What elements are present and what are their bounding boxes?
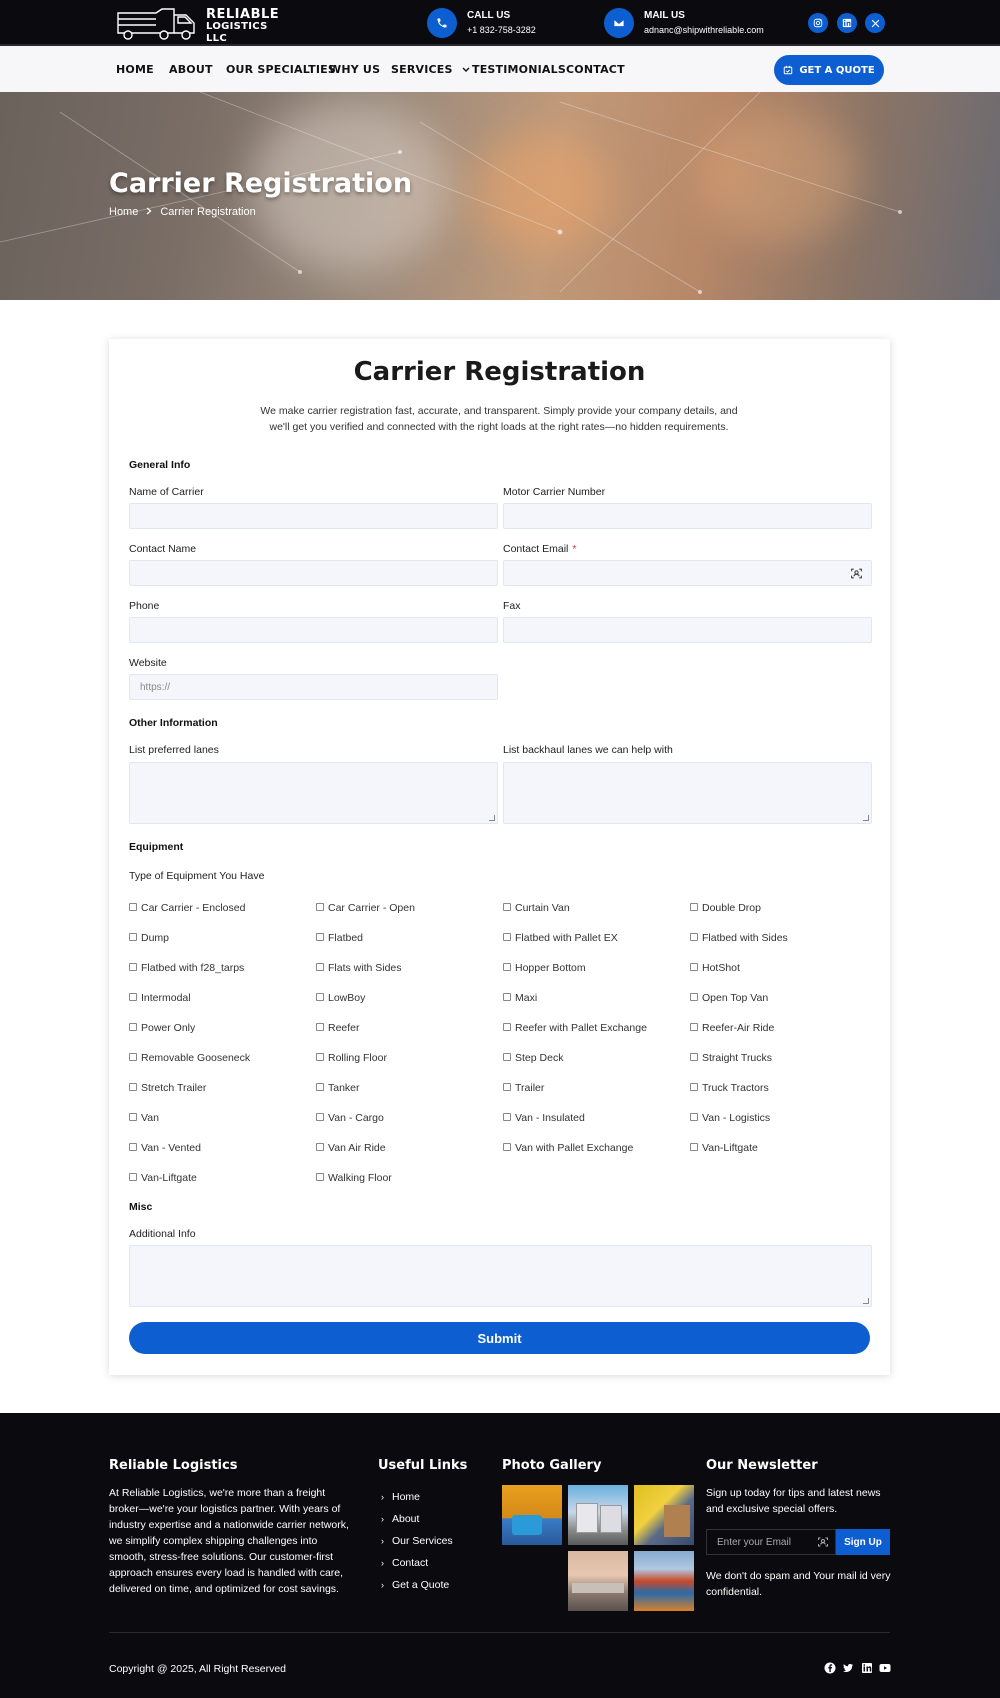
checkbox[interactable] bbox=[690, 1143, 698, 1151]
label-website: Website bbox=[129, 657, 167, 669]
chevron-right-icon: › bbox=[381, 1514, 384, 1524]
equipment-checkbox-item[interactable] bbox=[129, 1112, 159, 1124]
x-icon[interactable] bbox=[865, 13, 885, 33]
main-nav bbox=[0, 46, 1000, 92]
checkbox[interactable] bbox=[316, 1023, 324, 1031]
equipment-checkbox-item[interactable] bbox=[690, 962, 740, 974]
call-label: CALL US bbox=[467, 10, 511, 21]
checkbox-label: Flatbed with f28_tarps bbox=[141, 962, 245, 974]
footer-link-home[interactable] bbox=[381, 1491, 420, 1503]
equipment-checkbox-item[interactable] bbox=[129, 1052, 250, 1064]
checkbox[interactable] bbox=[690, 1113, 698, 1121]
equipment-checkbox-item[interactable] bbox=[503, 1082, 544, 1094]
contact-email-input[interactable] bbox=[503, 560, 872, 586]
chevron-right-icon bbox=[146, 207, 152, 218]
footer-link-get-a-quote[interactable] bbox=[381, 1579, 449, 1591]
label-preferred-lanes: List preferred lanes bbox=[129, 744, 219, 756]
equipment-checkbox-item[interactable] bbox=[503, 932, 618, 944]
resize-handle[interactable] bbox=[863, 1298, 869, 1304]
section-equipment: Equipment bbox=[129, 841, 184, 853]
checkbox[interactable] bbox=[129, 1053, 137, 1061]
autofill-scan-icon[interactable] bbox=[817, 1536, 829, 1548]
equipment-checkbox-item[interactable] bbox=[503, 1052, 563, 1064]
facebook-icon[interactable] bbox=[824, 1662, 836, 1674]
equipment-checkbox-item[interactable] bbox=[129, 1172, 197, 1184]
checkbox-label: Van - Logistics bbox=[702, 1112, 771, 1124]
hero-banner bbox=[0, 92, 1000, 300]
checkbox[interactable] bbox=[690, 1053, 698, 1061]
footer-link-our-services[interactable] bbox=[381, 1535, 453, 1547]
nav-services-label: SERVICES bbox=[391, 63, 453, 76]
checkbox-label: Van - Vented bbox=[141, 1142, 201, 1154]
checkbox[interactable] bbox=[503, 993, 511, 1001]
additional-info-textarea[interactable] bbox=[129, 1245, 872, 1307]
checkbox-label: Walking Floor bbox=[328, 1172, 392, 1184]
checkbox[interactable] bbox=[129, 1173, 137, 1181]
checkbox-label: Maxi bbox=[515, 992, 538, 1004]
equipment-checkbox-item[interactable] bbox=[503, 1022, 647, 1034]
checkbox-label: Intermodal bbox=[141, 992, 191, 1004]
newsletter-text: Sign up today for tips and latest news and exclusive special offers. bbox=[706, 1487, 881, 1515]
brand-line2: LOGISTICS LLC bbox=[206, 21, 268, 44]
nav-our-specialties[interactable]: OUR SPECIALTIES bbox=[226, 63, 336, 76]
equipment-checkbox-item[interactable] bbox=[690, 1052, 772, 1064]
equipment-checkbox-item[interactable] bbox=[316, 1052, 387, 1064]
nav-why-us[interactable]: WHY US bbox=[329, 63, 381, 76]
equipment-checkbox-item[interactable] bbox=[690, 1142, 758, 1154]
checkbox-label: Removable Gooseneck bbox=[141, 1052, 251, 1064]
mail-block[interactable] bbox=[604, 8, 764, 38]
checkbox-label: Reefer-Air Ride bbox=[702, 1022, 775, 1034]
label-contact-email-text: Contact Email bbox=[503, 543, 569, 555]
checkbox-label: Straight Trucks bbox=[702, 1052, 773, 1064]
submit-button[interactable]: Submit bbox=[129, 1322, 870, 1354]
equipment-checkbox-item[interactable] bbox=[129, 962, 244, 974]
checkbox-label: Tanker bbox=[328, 1082, 360, 1094]
chevron-down-icon bbox=[462, 63, 470, 76]
resize-handle[interactable] bbox=[489, 815, 495, 821]
checkbox[interactable] bbox=[316, 1113, 324, 1121]
label-fax: Fax bbox=[503, 600, 521, 612]
section-other-information: Other Information bbox=[129, 717, 218, 729]
checkbox[interactable] bbox=[316, 963, 324, 971]
checkbox[interactable] bbox=[316, 993, 324, 1001]
get-a-quote-button[interactable] bbox=[774, 55, 884, 85]
name-of-carrier-input[interactable] bbox=[129, 503, 498, 529]
form-title: Carrier Registration bbox=[353, 357, 646, 387]
checkbox[interactable] bbox=[129, 1023, 137, 1031]
footer-link-label: Contact bbox=[392, 1557, 429, 1569]
required-mark: * bbox=[572, 543, 577, 555]
checkbox[interactable] bbox=[129, 963, 137, 971]
checkbox-label: Van Air Ride bbox=[328, 1142, 386, 1154]
newsletter-note: We don't do spam and Your mail id very confidential. bbox=[706, 1570, 891, 1598]
checkbox-label: Van with Pallet Exchange bbox=[515, 1142, 634, 1154]
newsletter-email-input[interactable] bbox=[706, 1529, 836, 1555]
gallery-photo-truck-fleet[interactable] bbox=[568, 1551, 628, 1611]
footer-link-label: Our Services bbox=[392, 1535, 453, 1547]
nav-home[interactable]: HOME bbox=[116, 63, 154, 76]
checkbox[interactable] bbox=[316, 933, 324, 941]
checkbox-label: Van-Liftgate bbox=[141, 1172, 197, 1184]
checkbox[interactable] bbox=[129, 1113, 137, 1121]
checkbox[interactable] bbox=[503, 1083, 511, 1091]
checkbox[interactable] bbox=[503, 903, 511, 911]
gallery-photo-trailers[interactable] bbox=[568, 1485, 628, 1545]
label-equipment-type: Type of Equipment You Have bbox=[129, 870, 265, 882]
equipment-checkbox-item[interactable] bbox=[316, 1082, 360, 1094]
breadcrumb-home[interactable]: Home bbox=[109, 206, 139, 218]
truck-logo-icon bbox=[116, 5, 202, 41]
footer-about-heading: Reliable Logistics bbox=[109, 1458, 238, 1473]
checkbox-label: Flatbed with Sides bbox=[702, 932, 788, 944]
footer-gallery-heading: Photo Gallery bbox=[502, 1458, 602, 1473]
footer-link-label: About bbox=[392, 1513, 420, 1525]
equipment-checkbox-item[interactable] bbox=[690, 992, 768, 1004]
checkbox-label: Flatbed with Pallet EX bbox=[515, 932, 618, 944]
equipment-checkbox-item[interactable] bbox=[129, 902, 245, 914]
breadcrumb bbox=[109, 206, 256, 218]
checkbox[interactable] bbox=[503, 1053, 511, 1061]
equipment-checkbox-item[interactable] bbox=[503, 992, 537, 1004]
twitter-icon[interactable] bbox=[842, 1662, 854, 1674]
sign-up-button[interactable]: Sign Up bbox=[836, 1529, 890, 1555]
checkbox-label: Rolling Floor bbox=[328, 1052, 387, 1064]
website-input[interactable] bbox=[129, 674, 498, 700]
copyright-text: Copyright @ 2025, All Right Reserved bbox=[109, 1663, 286, 1675]
equipment-checkbox-item[interactable] bbox=[503, 1112, 585, 1124]
checkbox[interactable] bbox=[316, 1053, 324, 1061]
equipment-checkbox-item[interactable] bbox=[690, 1022, 774, 1034]
checkbox-label: Curtain Van bbox=[515, 902, 570, 914]
checkbox-label: Open Top Van bbox=[702, 992, 769, 1004]
checkbox-label: Flats with Sides bbox=[328, 962, 402, 974]
checkbox[interactable] bbox=[129, 1143, 137, 1151]
equipment-checkbox-item[interactable] bbox=[690, 1082, 769, 1094]
checkbox[interactable] bbox=[129, 1083, 137, 1091]
equipment-checkbox-item[interactable] bbox=[316, 902, 415, 914]
checkbox-label: Hopper Bottom bbox=[515, 962, 586, 974]
backhaul-lanes-textarea[interactable] bbox=[503, 762, 872, 824]
label-contact-name: Contact Name bbox=[129, 543, 197, 555]
checkbox-label: Double Drop bbox=[702, 902, 761, 914]
call-value[interactable]: +1 832-758-3282 bbox=[467, 25, 536, 35]
checkbox[interactable] bbox=[503, 1143, 511, 1151]
checkbox[interactable] bbox=[503, 1023, 511, 1031]
checkbox-label: Truck Tractors bbox=[702, 1082, 769, 1094]
equipment-checkbox-item[interactable] bbox=[316, 1112, 384, 1124]
label-name-of-carrier: Name of Carrier bbox=[129, 486, 204, 498]
footer-link-label: Get a Quote bbox=[392, 1579, 450, 1591]
nav-services[interactable] bbox=[391, 63, 470, 76]
checkbox-label: Step Deck bbox=[515, 1052, 564, 1064]
website-placeholder: https:// bbox=[140, 681, 171, 693]
nav-about[interactable]: ABOUT bbox=[169, 63, 213, 76]
label-backhaul-lanes: List backhaul lanes we can help with bbox=[503, 744, 673, 756]
checkbox[interactable] bbox=[129, 933, 137, 941]
footer-newsletter-heading: Our Newsletter bbox=[706, 1458, 818, 1473]
footer-link-label: Home bbox=[392, 1491, 421, 1503]
checkbox-label: Flatbed bbox=[328, 932, 364, 944]
chevron-right-icon: › bbox=[381, 1536, 384, 1546]
footer-link-contact[interactable] bbox=[381, 1557, 428, 1569]
checkbox-label: Car Carrier - Open bbox=[328, 902, 415, 914]
checkbox[interactable] bbox=[316, 1143, 324, 1151]
equipment-checkbox-item[interactable] bbox=[316, 962, 402, 974]
equipment-checkbox-item[interactable] bbox=[129, 1142, 201, 1154]
equipment-checkbox-item[interactable] bbox=[690, 1112, 770, 1124]
resize-handle[interactable] bbox=[863, 815, 869, 821]
call-block[interactable] bbox=[427, 8, 536, 38]
checkbox-label: Van bbox=[141, 1112, 159, 1124]
footer-about-text: At Reliable Logistics, we're more than a freight broker—we're your logistics partner. With years of industry expertise and a nationwide carrier network, we simplify complex shipping challenges into smooth, stress-free solutions. Our customer-first approach ensures every load is handled with care, delivered on time, and optimized for cost savings. bbox=[109, 1487, 349, 1595]
checkbox[interactable] bbox=[503, 1113, 511, 1121]
footer-link-about[interactable] bbox=[381, 1513, 419, 1525]
checkbox-label: Dump bbox=[141, 932, 170, 944]
newsletter-email-placeholder: Enter your Email bbox=[717, 1536, 791, 1548]
mail-value[interactable]: adnanc@shipwithreliable.com bbox=[644, 25, 764, 35]
checkbox-label: Van-Liftgate bbox=[702, 1142, 758, 1154]
youtube-icon[interactable] bbox=[879, 1662, 891, 1674]
equipment-checkbox-item[interactable] bbox=[690, 902, 761, 914]
checkbox-label: HotShot bbox=[702, 962, 740, 974]
mail-label: MAIL US bbox=[644, 10, 685, 21]
checkbox[interactable] bbox=[316, 1083, 324, 1091]
linkedin-icon[interactable] bbox=[861, 1662, 873, 1674]
checkbox[interactable] bbox=[690, 1023, 698, 1031]
brand-logo[interactable] bbox=[116, 5, 280, 44]
brand-line1: RELIABLE bbox=[206, 7, 280, 22]
label-contact-email bbox=[503, 543, 576, 555]
footer-divider bbox=[109, 1632, 890, 1633]
chevron-right-icon: › bbox=[381, 1492, 384, 1502]
calendar-icon bbox=[783, 65, 793, 75]
preferred-lanes-textarea[interactable] bbox=[129, 762, 498, 824]
equipment-checkbox-item[interactable] bbox=[316, 932, 363, 944]
footer-links-heading: Useful Links bbox=[378, 1458, 468, 1473]
section-misc: Misc bbox=[129, 1201, 153, 1213]
checkbox[interactable] bbox=[316, 1173, 324, 1181]
chevron-right-icon: › bbox=[381, 1580, 384, 1590]
nav-contact[interactable]: CONTACT bbox=[566, 63, 625, 76]
contact-name-input[interactable] bbox=[129, 560, 498, 586]
equipment-checkbox-item[interactable] bbox=[316, 1142, 386, 1154]
label-additional-info: Additional Info bbox=[129, 1228, 196, 1240]
checkbox[interactable] bbox=[690, 993, 698, 1001]
checkbox[interactable] bbox=[690, 963, 698, 971]
checkbox[interactable] bbox=[690, 1083, 698, 1091]
gallery-photo-warehouse[interactable] bbox=[634, 1485, 694, 1545]
checkbox[interactable] bbox=[129, 903, 137, 911]
checkbox[interactable] bbox=[129, 993, 137, 1001]
checkbox[interactable] bbox=[503, 933, 511, 941]
checkbox-label: Reefer with Pallet Exchange bbox=[515, 1022, 647, 1034]
checkbox[interactable] bbox=[503, 963, 511, 971]
equipment-checkbox-item[interactable] bbox=[690, 932, 788, 944]
equipment-checkbox-item[interactable] bbox=[316, 992, 365, 1004]
linkedin-icon[interactable] bbox=[837, 13, 857, 33]
instagram-icon[interactable] bbox=[808, 13, 828, 33]
checkbox-label: Stretch Trailer bbox=[141, 1082, 207, 1094]
equipment-checkbox-item[interactable] bbox=[129, 932, 169, 944]
equipment-checkbox-item[interactable] bbox=[129, 1022, 195, 1034]
checkbox-label: Reefer bbox=[328, 1022, 360, 1034]
checkbox[interactable] bbox=[690, 933, 698, 941]
checkbox-label: Car Carrier - Enclosed bbox=[141, 902, 246, 914]
equipment-checkbox-item[interactable] bbox=[503, 962, 586, 974]
phone-input[interactable] bbox=[129, 617, 498, 643]
equipment-checkbox-item[interactable] bbox=[503, 902, 570, 914]
gallery-photo-forklift[interactable] bbox=[502, 1485, 562, 1545]
phone-icon bbox=[427, 8, 457, 38]
nav-testimonials[interactable]: TESTIMONIALS bbox=[472, 63, 566, 76]
equipment-checkbox-item[interactable] bbox=[503, 1142, 633, 1154]
checkbox-label: Trailer bbox=[515, 1082, 545, 1094]
autofill-scan-icon[interactable] bbox=[850, 567, 863, 580]
checkbox[interactable] bbox=[316, 903, 324, 911]
motor-carrier-number-input[interactable] bbox=[503, 503, 872, 529]
label-phone: Phone bbox=[129, 600, 160, 612]
checkbox[interactable] bbox=[690, 903, 698, 911]
checkbox-label: Van - Insulated bbox=[515, 1112, 585, 1124]
top-bar bbox=[0, 0, 1000, 46]
checkbox-label: Power Only bbox=[141, 1022, 196, 1034]
gallery-photo-containers[interactable] bbox=[634, 1551, 694, 1611]
equipment-checkbox-item[interactable] bbox=[316, 1022, 360, 1034]
checkbox-label: LowBoy bbox=[328, 992, 366, 1004]
hero-title: Carrier Registration bbox=[109, 168, 413, 199]
chevron-right-icon: › bbox=[381, 1558, 384, 1568]
get-a-quote-label: GET A QUOTE bbox=[799, 64, 875, 76]
section-general-info: General Info bbox=[129, 459, 191, 471]
equipment-checkbox-item[interactable] bbox=[316, 1172, 392, 1184]
mail-icon bbox=[604, 8, 634, 38]
checkbox-label: Van - Cargo bbox=[328, 1112, 384, 1124]
equipment-checkbox-item[interactable] bbox=[129, 1082, 206, 1094]
footer bbox=[0, 1413, 1000, 1698]
registration-form-card bbox=[109, 339, 890, 1375]
equipment-checkbox-item[interactable] bbox=[129, 992, 191, 1004]
label-motor-carrier-number: Motor Carrier Number bbox=[503, 486, 606, 498]
fax-input[interactable] bbox=[503, 617, 872, 643]
breadcrumb-current: Carrier Registration bbox=[160, 206, 256, 218]
form-description: We make carrier registration fast, accurate, and transparent. Simply provide your company details, and we'll get you verified and connected with the right loads at the right rates—no hidden requirements. bbox=[260, 405, 738, 433]
